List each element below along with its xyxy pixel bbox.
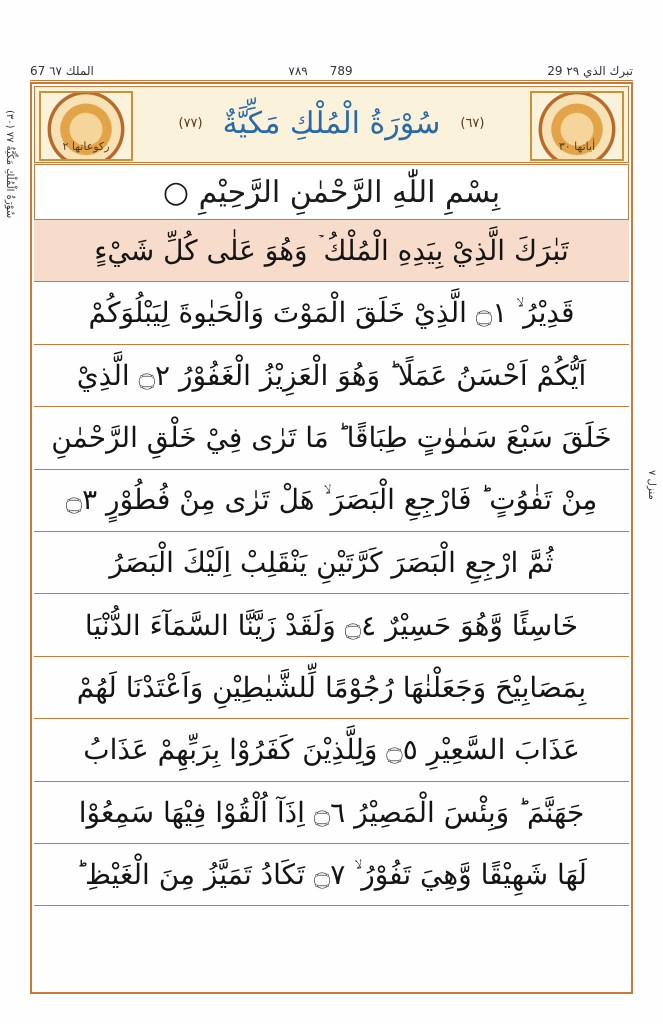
page-number-latin: 789 xyxy=(329,64,353,78)
verse-line xyxy=(34,657,629,719)
verse-line xyxy=(34,782,629,844)
verses-ornament xyxy=(530,91,624,161)
surah-order-number: (٧٧) xyxy=(178,115,203,131)
verse-text: خَلَقَ سَبْعَ سَمٰوٰتٍ طِبَاقًا ؕ مَا تَرٰى فِيْ خَلْقِ الرَّحْمٰنِ xyxy=(51,421,612,455)
top-bar xyxy=(30,60,633,82)
verse-line xyxy=(34,594,629,656)
top-divider xyxy=(30,80,633,81)
left-margin-note: (٣٠) سُوْرَةُ الْمُلْكِ مَكِّيَّةٌ ٧٧ xyxy=(4,110,15,219)
verse-text: ثُمَّ ارْجِعِ الْبَصَرَ كَرَّتَيْنِ يَنْقَلِبْ اِلَيْكَ الْبَصَرُ xyxy=(109,546,554,580)
verse-line xyxy=(34,719,629,781)
verse-line xyxy=(34,532,629,594)
page-number xyxy=(288,64,352,78)
rukus-ornament xyxy=(39,91,133,161)
verse-text: عَذَابَ السَّعِيْرِ ۝٥ وَلِلَّذِيْنَ كَفَرُوْا بِرَبِّهِمْ عَذَابُ xyxy=(83,733,580,767)
bismillah-row xyxy=(34,164,629,220)
rukus-label: رکوعاتها ٢ xyxy=(62,140,110,153)
surah-header xyxy=(34,86,629,163)
surah-number: (٦٧) xyxy=(460,115,485,131)
verse-line xyxy=(34,220,629,282)
verse-lines xyxy=(34,220,629,906)
verse-text: لَهَا شَهِيْقًا وَّهِيَ تَفُوْرُ ۙ ۝٧ تَكَادُ تَمَيَّزُ مِنَ الْغَيْظِ ؕ xyxy=(76,857,587,891)
verse-line xyxy=(34,282,629,344)
page-number-arabic: ٧٨٩ xyxy=(288,64,308,78)
verse-line xyxy=(34,844,629,906)
manzil-marker: منزل ٧ xyxy=(646,470,657,500)
verse-line xyxy=(34,345,629,407)
verse-text: تَبٰرَكَ الَّذِيْ بِيَدِهِ الْمُلْكُ ۡ وَهُوَ عَلٰى كُلِّ شَيْءٍ xyxy=(94,233,569,267)
left-page-label: 67 الملك ٦٧ xyxy=(30,64,94,78)
verse-text: بِمَصَابِيْحَ وَجَعَلْنٰهَا رُجُوْمًا لِّلشَّيٰطِيْنِ وَاَعْتَدْنَا لَهُمْ xyxy=(76,670,587,704)
verse-text: جَهَنَّمَ ؕ وَبِئْسَ الْمَصِيْرُ ۝٦ اِذَآ اُلْقُوْا فِيْهَا سَمِعُوْا xyxy=(78,795,585,829)
verse-line xyxy=(34,470,629,532)
verses-label: اٰياتها ٣٠ xyxy=(558,140,596,153)
verse-text: قَدِيْرُ ۙ ۝١ الَّذِيْ خَلَقَ الْمَوْتَ وَالْحَيٰوةَ لِيَبْلُوَكُمْ xyxy=(88,296,575,330)
verse-text: اَيُّكُمْ اَحْسَنُ عَمَلًا ؕ وَهُوَ الْعَزِيْزُ الْغَفُوْرُ ۝٢ الَّذِيْ xyxy=(76,358,587,392)
bismillah: بِسْمِ اللّٰهِ الرَّحْمٰنِ الرَّحِيْمِ ○ xyxy=(162,174,501,210)
verse-text: خَاسِئًا وَّهُوَ حَسِيْرٌ ۝٤ وَلَقَدْ زَيَّنَّا السَّمَآءَ الدُّنْيَا xyxy=(84,608,579,642)
right-page-label: 29 تبرك الذي ٢٩ xyxy=(547,64,633,78)
verse-line xyxy=(34,407,629,469)
surah-title-box xyxy=(139,101,524,145)
surah-title: سُوْرَةُ الْمُلْكِ مَكِّيَّةٌ xyxy=(222,105,441,141)
verse-text: مِنْ تَفٰوُتٍ ؕ فَارْجِعِ الْبَصَرَ ۙ هَلْ تَرٰى مِنْ فُطُوْرٍ ۝٣ xyxy=(65,483,598,517)
